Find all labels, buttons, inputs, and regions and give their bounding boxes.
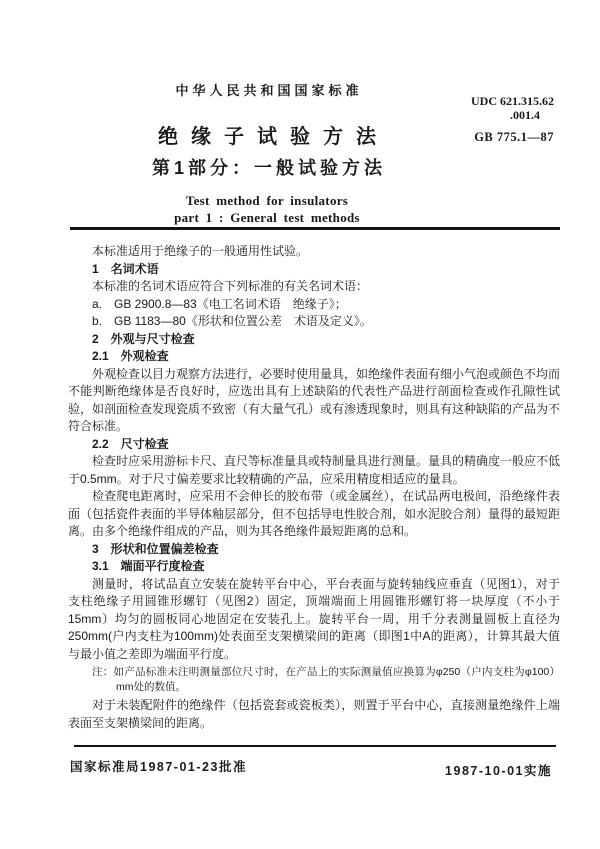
header-codes [471,95,554,143]
section-3-1-note: 注：如产品标准未注明测量部位尺寸时，在产品上的实际测量值应换算为φ250（户内支柱为φ100）mm处的数值。 [92,666,560,693]
section-1-item-a: a. GB 2900.8—83《电工名词术语 绝缘子》； [92,296,347,311]
document-body [68,243,560,732]
section-3-heading: 3 形状和位置偏差检查 [92,541,219,556]
footer-rule [74,745,556,747]
section-3-1-paragraph-2: 对于未装配附件的绝缘件（包括瓷套或瓷板类），则置于平台中心，直接测量绝缘件上端表面至支架横梁间的距离。 [68,698,560,730]
section-2-heading: 2 外观与尺寸检查 [92,331,195,346]
section-3-1-paragraph-1: 测量时，将试品直立安装在旋转平台中心，平台表面与旋转轴线应垂直（见图1），对于支柱绝缘子用圆锥形螺钉（见图2）固定，顶端端面上用圆锥形螺钉将一块厚度（不小于15mm）均匀的圆板同心地固定在安装孔上。旋转平台一周，用千分表测量圆板上直径为250mm(户内支柱为100mm)处表面至支架横梁间的距离（即图1中A的距离），计算其最大值与最小值之差即为端面平行度。 [68,576,560,661]
title-chinese-line1: 绝缘子试验方法 [158,126,389,148]
section-1-lead: 本标准的名词术语应符合下列标准的有关名词术语： [92,279,369,293]
section-1-heading: 1 名词术语 [92,261,159,276]
standard-number: GB 775.1—87 [474,130,554,144]
approval-text: 国家标准局1987-01-23批准 [70,760,247,774]
title-chinese-line2: 第1部分：一般试验方法 [151,158,386,178]
section-2-2-paragraph-1: 检查时应采用游标卡尺、直尺等标准量具或特制量具进行测量。量具的精确度一般应不低于0.5mm。对于尺寸偏差要求比较精确的产品，应采用精度相适应的量具。 [68,454,561,486]
title-english-line2: part 1 : General test methods [174,210,360,225]
section-1-item-b: b. GB 1183—80《形状和位置公差 术语及定义》。 [92,314,372,328]
udc-code-line2: .001.4 [510,108,540,122]
header-rule [70,227,560,230]
header [0,0,534,226]
section-2-1-paragraph: 外观检查以目力观察方法进行，必要时使用量具，如绝缘件表面有细小气泡或颜色不均而不能判断绝缘体是否良好时，应选出具有上述缺陷的代表性产品进行剖面检查或作孔隙性试验，如剖面检查发现瓷质不致密（有大量气孔）或有渗透现象时，则具有这种缺陷的产品为不符合标准。 [68,366,561,433]
section-2-2-heading: 2.2 尺寸检查 [92,436,169,451]
section-2-2-paragraph-2: 检查爬电距离时，应采用不会伸长的胶布带（或金属丝），在试品两电极间，沿绝缘件表面（包括瓷件表面的半导体釉层部分，但不包括导电性胶合剂，如水泥胶合剂）量得的最短距离。由多个绝缘件组成的产品，则为其各绝缘件最短距离的总和。 [68,489,561,538]
national-standard-label: 中华人民共和国国家标准 [175,83,363,98]
section-3-1-heading: 3.1 端面平行度检查 [92,559,205,573]
implementation-text: 1987-10-01实施 [445,764,552,778]
section-2-1-heading: 2.1 外观检查 [92,349,169,363]
title-english-line1: Test method for insulators [185,193,349,208]
udc-code-line1: UDC 621.315.62 [471,94,554,108]
intro-paragraph: 本标准适用于绝缘子的一般通用性试验。 [92,244,309,258]
